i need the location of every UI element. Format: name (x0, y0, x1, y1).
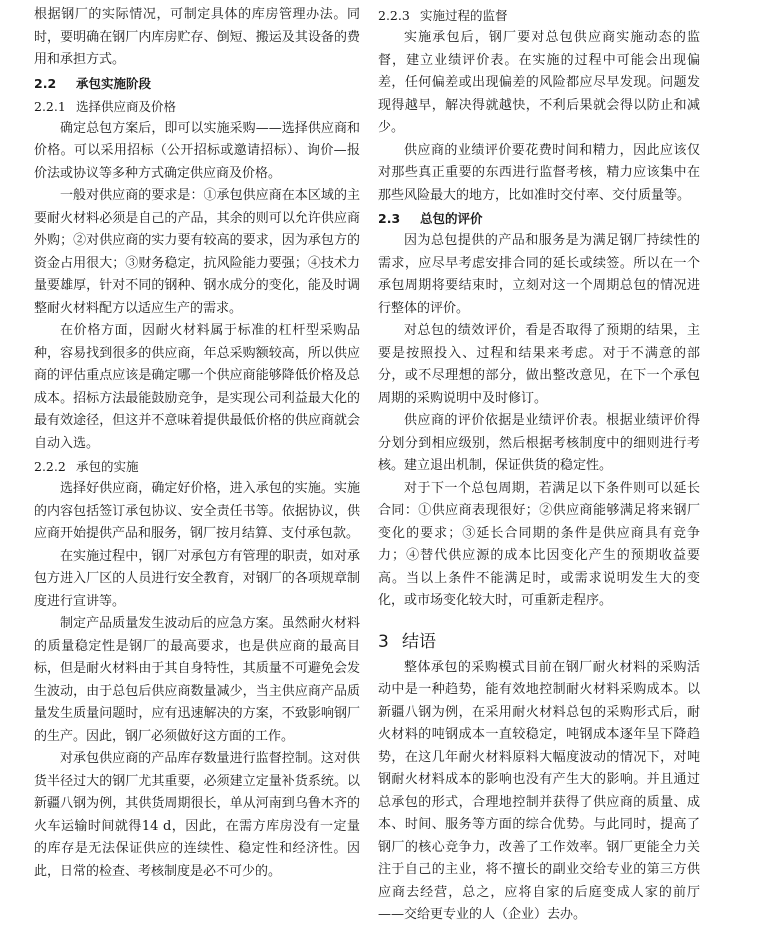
heading-number: 2.2.1 (34, 98, 66, 114)
body-paragraph: 对承包供应商的产品库存数量进行监督控制。这对供货半径过大的钢厂尤其重要，必须建立定量补货系统。以新疆八钢为例，其供货周期很长，单从河南到乌鲁木齐的火车运输时间就得14 d，因此，在需方库房没有一定量的库存是无法保证供应的连续性、稳定性和经济性。因此，日常的检查、考核制度是必不可少的。 (34, 751, 360, 879)
heading-title: 承包实施阶段 (76, 75, 152, 91)
section-heading (378, 629, 700, 655)
heading-title: 承包的实施 (76, 459, 139, 474)
subsubsection-heading (34, 455, 360, 478)
body-paragraph: 供应商的业绩评价要花费时间和精力，因此应该仅对那些真正重要的东西进行监督考核，精力应该集中在那些风险最大的地方，比如准时交付率、交付质量等。 (378, 142, 700, 203)
body-paragraph: 对于下一个总包周期，若满足以下条件则可以延长合同：①供应商表现很好；②供应商能够满足将来钢厂变化的要求；③延长合同期的条件是供应商具有竞争力；④替代供应源的成本比因变化产生的预期收益要高。当以上条件不能满足时，或需求说明发生大的变化，或市场变化较大时，可重新走程序。 (378, 480, 700, 608)
heading-title: 结语 (402, 631, 436, 652)
body-paragraph: 整体承包的采购模式目前在钢厂耐火材料的采购活动中是一种趋势，能有效地控制耐火材料采购成本。以新疆八钢为例，在采用耐火材料总包的采购形式后，耐火材料的吨钢成本一直较稳定，吨钢成本逐年呈下降趋势，在这几年耐火材料原料大幅度波动的情况下，对吨钢耐火材料成本的影响也没有产生大的影响。并且通过总承包的形式，合理地控制并获得了供应商的质量、成本、时间、服务等方面的综合优势。与此同时，提高了钢厂的核心竞争力，改善了工作效率。钢厂更能全力关注于自己的主业，将不擅长的副业交给专业的第三方供应商去经营，总之，应将自家的后庭变成人家的前厅——交给更专业的人（企业）去办。 (378, 659, 700, 922)
body-paragraph: 一般对供应商的要求是：①承包供应商在本区域的主要耐火材料必须是自己的产品，其余的则可以允许供应商外购；②对供应商的实力要有较高的要求，因为承包方的资金占用很大；③财务稳定，抗风险能力要强；④技术力量要雄厚，针对不同的钢种、钢水成分的变化，能及时调整耐火材料配方以适应生产的需求。 (34, 188, 360, 316)
body-paragraph: 供应商的评价依据是业绩评价表。根据业绩评价得分划分到相应级别，然后根据考核制度中的细则进行考核。建立退出机制，保证供货的稳定性。 (378, 413, 700, 473)
heading-title: 选择供应商及价格 (76, 98, 177, 114)
body-paragraph: 制定产品质量发生波动后的应急方案。虽然耐火材料的质量稳定性是钢厂的最高要求，也是供应商的最高目标，但是耐火材料由于其自身特性，其质量不可避免会发生波动，由于总包后供应商数量减少，当主供应商产品质量发生质量问题时，应有迅速解决的方案，不致影响钢厂的生产。因此，钢厂必须做好这方面的工作。 (34, 616, 360, 744)
heading-title: 总包的评价 (420, 211, 483, 226)
heading-number: 2.2.3 (378, 8, 410, 23)
subsection-heading (34, 72, 360, 95)
subsection-heading (378, 207, 700, 230)
heading-number: 2.3 (378, 211, 401, 226)
heading-title: 实施过程的监督 (420, 8, 508, 23)
body-paragraph: 选择好供应商，确定好价格，进入承包的实施。实施的内容包括签订承包协议、安全责任书等。依据协议，供应商开始提供产品和服务，钢厂按月结算、支付承包款。 (34, 481, 360, 541)
left-column (34, 4, 360, 883)
continued-paragraph: 根据钢厂的实际情况，可制定具体的库房管理办法。同时，要明确在钢厂内库房贮存、倒短、搬运及其设备的费用和承担方式。 (34, 7, 360, 67)
subsubsection-heading (34, 95, 360, 118)
body-paragraph: 确定总包方案后，即可以实施采购——选择供应商和价格。可以采用招标（公开招标或邀请招标）、询价—报价法或协议等多种方式确定供应商及价格。 (34, 120, 360, 181)
body-paragraph: 在实施过程中，钢厂对承包方有管理的职责，如对承包方进入厂区的人员进行安全教育，对钢厂的各项规章制度进行宣讲等。 (34, 548, 360, 609)
heading-number: 2.2 (34, 75, 57, 91)
body-paragraph: 对总包的绩效评价，看是否取得了预期的结果，主要是按照投入、过程和结果来考虑。对于不满意的部分，或不尽理想的部分，做出整改意见，在下一个承包周期的采购说明中及时修订。 (378, 323, 700, 406)
body-paragraph: 在价格方面，因耐火材料属于标准的杠杆型采购品种，容易找到很多的供应商，年总采购额较高，所以供应商的评估重点应该是确定哪一个供应商能够降低价格及总成本。招标方法最能鼓励竞争，是实现公司利益最大化的最有效途径，但这并不意味着提供最低价格的供应商就会自动入选。 (34, 323, 360, 451)
heading-number: 2.2.2 (34, 459, 66, 474)
body-paragraph: 实施承包后，钢厂要对总包供应商实施动态的监督，建立业绩评价表。在实施的过程中可能会出现偏差，任何偏差或出现偏差的风险都应尽早发现。问题发现得越早，解决得就越快，不利后果就会得以防止和减少。 (378, 30, 700, 135)
heading-number: 3 (378, 631, 389, 652)
right-column (378, 4, 700, 927)
body-paragraph: 因为总包提供的产品和服务是为满足钢厂持续性的需求，应尽早考虑安排合同的延长或续签。所以在一个承包周期将要结束时，立刻对这一个周期总包的情况进行整体的评价。 (378, 233, 700, 316)
subsubsection-heading (378, 4, 700, 27)
